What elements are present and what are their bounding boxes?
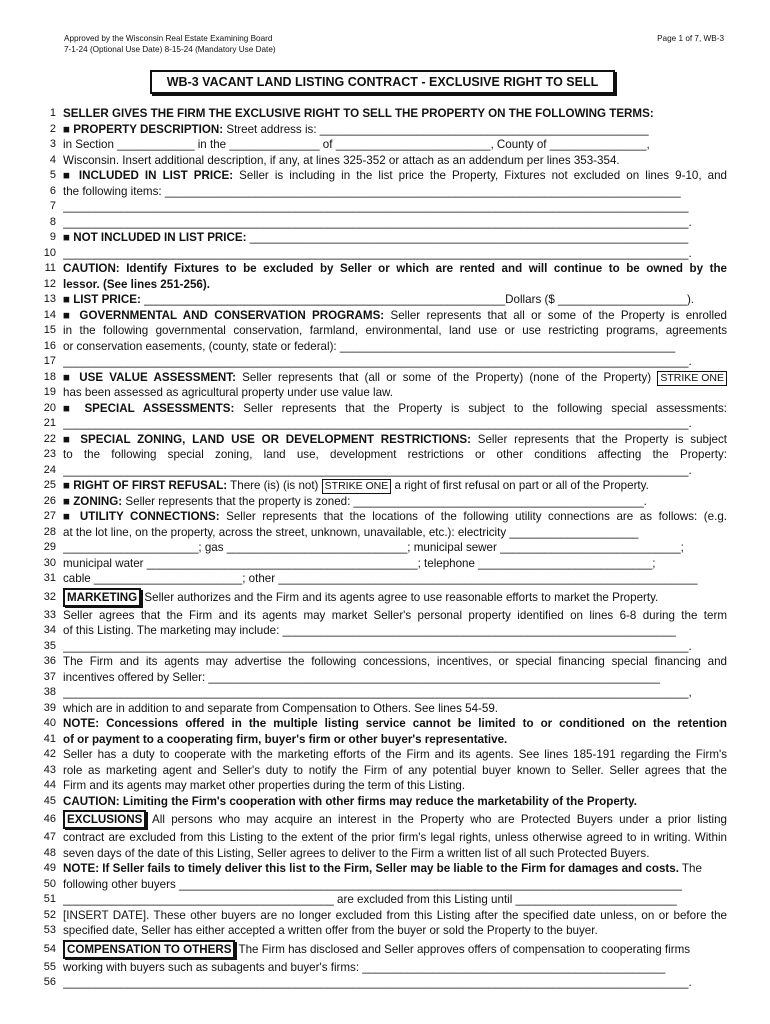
contract-line	[0, 701, 770, 717]
line-text: cable _______________________; other _________________________________________________________________	[63, 572, 698, 585]
contract-line	[0, 763, 770, 779]
line-number: 18	[43, 370, 56, 383]
line-number: 36	[43, 655, 56, 667]
line-number: 49	[43, 862, 56, 874]
line-number: 3	[49, 138, 56, 150]
line-number: 8	[49, 215, 56, 228]
contract-line	[0, 623, 770, 639]
contract-line	[0, 877, 770, 893]
contract-body	[0, 106, 770, 991]
line-text: the following items: ________________________________________________________________________________	[63, 184, 681, 198]
line-number: 31	[43, 572, 56, 584]
document-title: WB-3 VACANT LAND LISTING CONTRACT - EXCLUSIVE RIGHT TO SELL	[150, 70, 615, 94]
page-header	[64, 33, 724, 55]
contract-line	[0, 106, 770, 122]
contract-line	[0, 447, 770, 463]
contract-line	[0, 385, 770, 401]
contract-line	[0, 654, 770, 670]
line-number: 38	[43, 686, 56, 698]
line-number: 12	[43, 277, 56, 290]
contract-line	[0, 830, 770, 846]
contract-line	[0, 184, 770, 200]
line-number: 50	[43, 877, 56, 890]
contract-line	[0, 571, 770, 587]
line-number: 7	[49, 200, 56, 212]
line-number: 22	[43, 432, 56, 445]
line-text: ■ SPECIAL ZONING, LAND USE OR DEVELOPMENT RESTRICTIONS: Seller represents that the Property is subject	[63, 432, 727, 446]
line-text: lessor. (See lines 251-256).	[63, 277, 210, 291]
line-text: SELLER GIVES THE FIRM THE EXCLUSIVE RIGHT TO SELL THE PROPERTY ON THE FOLLOWING TERMS:	[63, 107, 654, 120]
line-text: _________________________________________________________________________________________________.	[63, 246, 692, 260]
line-number: 37	[43, 670, 56, 683]
line-number: 2	[49, 122, 56, 135]
contract-line	[0, 670, 770, 686]
line-text: ■ PROPERTY DESCRIPTION: Street address is: ___________________________________________________	[63, 122, 649, 136]
line-number: 46	[43, 813, 56, 825]
line-text: ■ RIGHT OF FIRST REFUSAL: There (is) (is not) STRIKE ONE a right of first refusal on part or all of the Property.	[63, 479, 649, 492]
line-text: Seller has a duty to cooperate with the marketing efforts of the Firm and its agents. See lines 185-191 regarding the Firm's	[63, 748, 727, 761]
line-text: Seller agrees that the Firm and its agents may market Seller's personal property identified on lines 6-8 during the term	[63, 608, 727, 622]
contract-line	[0, 153, 770, 169]
line-number: 10	[43, 246, 56, 259]
line-text: of or payment to a cooperating firm, buyer's firm or other buyer's representative.	[63, 732, 508, 746]
line-text: EXCLUSIONS All persons who may acquire an interest in the Property who are Protected Buyers under a prior listing	[63, 809, 727, 830]
line-number: 5	[49, 169, 56, 181]
line-text: _____________________; gas ____________________________; municipal sewer ____________________________;	[63, 541, 684, 554]
line-text: __________________________________________ are excluded from this Listing until _________________________	[63, 893, 677, 906]
line-text: ■ UTILITY CONNECTIONS: Seller represents that the locations of the following utility connections are as follows: (e.g.	[63, 510, 727, 523]
line-text: _________________________________________________________________________________________________.	[63, 463, 692, 477]
line-text: working with buyers such as subagents and buyer's firms: _______________________________________________	[63, 960, 666, 974]
contract-line	[0, 939, 770, 960]
line-number: 26	[43, 494, 56, 507]
line-text: has been assessed as agricultural property under use value law.	[63, 386, 393, 399]
line-number: 19	[43, 386, 56, 398]
line-text: _________________________________________________________________________________________________.	[63, 976, 692, 989]
contract-line	[0, 416, 770, 432]
contract-line	[0, 370, 770, 386]
line-number: 39	[43, 701, 56, 714]
line-text: seven days of the date of this Listing, Seller agrees to deliver to the Firm a written list of all such Protected Buyers.	[63, 846, 650, 860]
line-number: 25	[43, 479, 56, 491]
line-number: 23	[43, 448, 56, 460]
line-number: 9	[49, 231, 56, 243]
strike-one-box: STRIKE ONE	[657, 371, 727, 386]
line-text: ■ ZONING: Seller represents that the property is zoned: _____________________________________________.	[63, 494, 647, 508]
line-number: 28	[43, 525, 56, 538]
line-number: 13	[43, 293, 56, 305]
contract-line	[0, 509, 770, 525]
line-text: at the lot line, on the property, across the street, unknown, unavailable, etc.): electricity ____________________	[63, 525, 639, 539]
line-text: _________________________________________________________________________________________________	[63, 200, 689, 213]
line-text: ■ USE VALUE ASSESSMENT: Seller represents that (all or some of the Property) (none of the Property) STRIKE ONE	[63, 370, 727, 386]
contract-line	[0, 587, 770, 608]
line-text: ■ LIST PRICE: ________________________________________________________Dollars ($ ____________________).	[63, 293, 695, 306]
contract-line	[0, 716, 770, 732]
line-text: in Section ____________ in the ______________ of ________________________, County of _______________,	[63, 138, 650, 151]
line-text: _________________________________________________________________________________________________.	[63, 417, 692, 430]
line-number: 52	[43, 908, 56, 921]
line-text: which are in addition to and separate from Compensation to Others. See lines 54-59.	[63, 701, 499, 715]
contract-line	[0, 494, 770, 510]
line-number: 53	[43, 924, 56, 936]
line-number: 17	[43, 355, 56, 367]
contract-line	[0, 540, 770, 556]
contract-line	[0, 556, 770, 572]
line-number: 47	[43, 831, 56, 843]
line-number: 11	[44, 262, 56, 274]
line-text: municipal water __________________________________________; telephone ___________________________;	[63, 556, 656, 570]
line-text: ■ GOVERNMENTAL AND CONSERVATION PROGRAMS: Seller represents that all or some of the Property is enrolled	[63, 308, 727, 322]
contract-line	[0, 478, 770, 494]
line-text: _________________________________________________________________________________________________.	[63, 355, 692, 368]
contract-line	[0, 846, 770, 862]
contract-line	[0, 747, 770, 763]
line-number: 35	[43, 639, 56, 652]
line-number: 54	[43, 942, 56, 955]
line-number: 48	[43, 846, 56, 859]
contract-line	[0, 463, 770, 479]
line-number: 56	[43, 976, 56, 988]
line-number: 15	[43, 324, 56, 336]
line-text: specified date, Seller has either accepted a written offer from the buyer or sold the Property to the buyer.	[63, 924, 598, 937]
line-text: The Firm and its agents may advertise the following concessions, incentives, or special financing special financing and	[63, 655, 727, 668]
line-text: CAUTION: Identify Fixtures to be excluded by Seller or which are rented and will continue to be owned by the	[63, 262, 727, 275]
line-number: 24	[43, 463, 56, 476]
contract-line	[0, 525, 770, 541]
line-number: 30	[43, 556, 56, 569]
line-text: NOTE: Concessions offered in the multiple listing service cannot be limited to or conditioned on the retention	[63, 717, 727, 730]
contract-line	[0, 401, 770, 417]
contract-line	[0, 960, 770, 976]
line-number: 40	[43, 717, 56, 729]
section-heading: MARKETING	[63, 588, 141, 607]
contract-line	[0, 685, 770, 701]
contract-line	[0, 199, 770, 215]
line-text: role as marketing agent and Seller's duty to notify the Firm of any potential buyer known to Seller. Seller agrees that the	[63, 763, 727, 777]
contract-line	[0, 137, 770, 153]
line-text: MARKETING Seller authorizes and the Firm and its agents agree to use reasonable efforts to market the Property.	[63, 587, 727, 608]
contract-line	[0, 230, 770, 246]
contract-line	[0, 892, 770, 908]
contract-line	[0, 794, 770, 810]
line-number: 27	[43, 510, 56, 522]
line-number: 32	[43, 590, 56, 603]
contract-line	[0, 292, 770, 308]
line-number: 42	[43, 748, 56, 760]
line-text: _________________________________________________________________________________________________.	[63, 215, 692, 229]
line-text: NOTE: If Seller fails to timely deliver this list to the Firm, Seller may be liable to the Firm for damages and costs. The	[63, 862, 702, 875]
line-text: COMPENSATION TO OTHERS The Firm has disclosed and Seller approves offers of compensation to cooperating firms	[63, 939, 727, 960]
contract-line	[0, 778, 770, 794]
contract-line	[0, 923, 770, 939]
line-text: of this Listing. The marketing may include: _____________________________________________________________	[63, 624, 676, 637]
date-line: 7-1-24 (Optional Use Date) 8-15-24 (Mandatory Use Date)	[64, 45, 276, 54]
contract-line	[0, 308, 770, 324]
line-text: incentives offered by Seller: ______________________________________________________________________	[63, 670, 660, 684]
line-number: 34	[43, 624, 56, 636]
contract-line	[0, 246, 770, 262]
line-text: [INSERT DATE]. These other buyers are no longer excluded from this Listing after the specified date unless, on or before the	[63, 908, 727, 922]
contract-line	[0, 639, 770, 655]
line-text: _________________________________________________________________________________________________,	[63, 686, 692, 699]
contract-line	[0, 861, 770, 877]
contract-line	[0, 732, 770, 748]
contract-line	[0, 975, 770, 991]
page-number: Page 1 of 7, WB-3	[657, 34, 724, 43]
line-number: 51	[43, 893, 56, 905]
contract-line	[0, 323, 770, 339]
line-text: to the following special zoning, land use, development restrictions or other conditions affecting the Property:	[63, 448, 727, 461]
contract-line	[0, 168, 770, 184]
contract-line	[0, 339, 770, 355]
line-number: 45	[43, 794, 56, 807]
line-text: ■ NOT INCLUDED IN LIST PRICE: ____________________________________________________________________	[63, 231, 689, 244]
line-number: 4	[49, 153, 56, 166]
line-number: 6	[49, 184, 56, 197]
line-text: ■ SPECIAL ASSESSMENTS: Seller represents that the Property is subject to the following special assessments:	[63, 401, 727, 415]
contract-line	[0, 809, 770, 830]
contract-line	[0, 122, 770, 138]
line-text: ■ INCLUDED IN LIST PRICE: Seller is including in the list price the Property, Fixtures not excluded on lines 9-10, and	[63, 169, 727, 182]
line-number: 29	[43, 541, 56, 553]
line-text: Wisconsin. Insert additional description, if any, at lines 325-352 or attach as an addendum per lines 353-354.	[63, 153, 620, 167]
contract-line	[0, 354, 770, 370]
line-number: 55	[43, 960, 56, 973]
line-text: or conservation easements, (county, state or federal): ____________________________________________________	[63, 339, 676, 353]
line-text: _________________________________________________________________________________________________.	[63, 639, 692, 653]
approval-line: Approved by the Wisconsin Real Estate Examining Board	[64, 34, 273, 43]
line-text: contract are excluded from this Listing to the extent of the prior firm's legal rights, unless otherwise agreed to in writing. Within	[63, 831, 727, 844]
line-text: Firm and its agents may market other properties during the term of this Listing.	[63, 779, 466, 792]
contract-line	[0, 432, 770, 448]
line-number: 1	[49, 107, 56, 119]
contract-line	[0, 277, 770, 293]
line-text: in the following governmental conservation, farmland, environmental, land use or use restricting programs, agreements	[63, 324, 727, 337]
contract-line	[0, 261, 770, 277]
line-number: 14	[43, 308, 56, 321]
section-heading: COMPENSATION TO OTHERS	[63, 940, 235, 959]
line-number: 21	[43, 417, 56, 429]
line-text: following other buyers ______________________________________________________________________________	[63, 877, 682, 891]
line-number: 43	[43, 763, 56, 776]
contract-line	[0, 908, 770, 924]
line-number: 33	[43, 608, 56, 621]
contract-line	[0, 215, 770, 231]
line-number: 44	[43, 779, 56, 791]
contract-line	[0, 608, 770, 624]
strike-one-box: STRIKE ONE	[322, 479, 392, 494]
line-text: CAUTION: Limiting the Firm's cooperation with other firms may reduce the marketability of the Property.	[63, 794, 637, 808]
section-heading: EXCLUSIONS	[63, 810, 146, 829]
line-number: 20	[43, 401, 56, 414]
line-number: 41	[43, 732, 56, 745]
line-number: 16	[43, 339, 56, 352]
